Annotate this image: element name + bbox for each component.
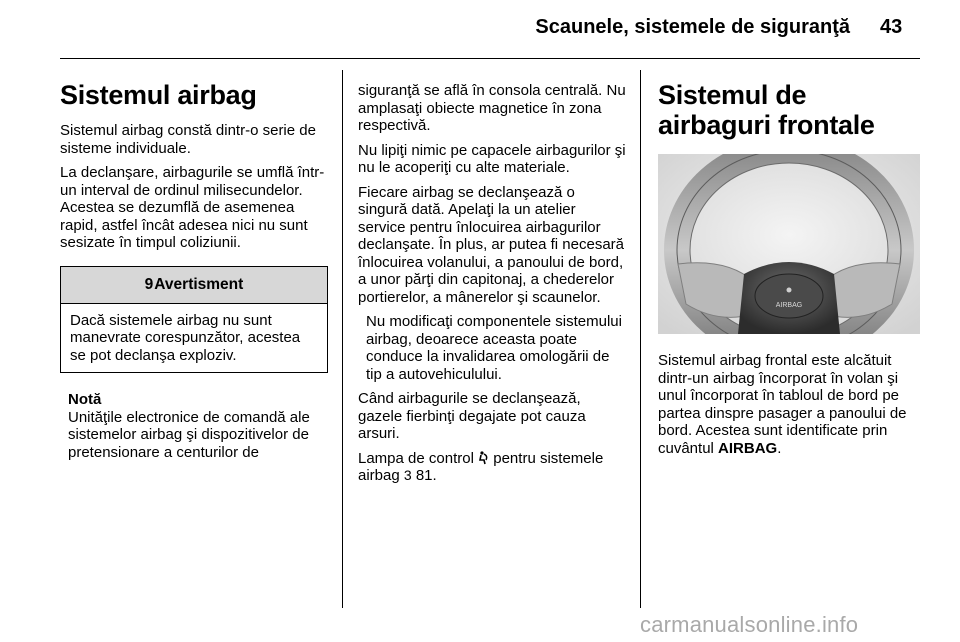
section-heading-airbag-system: Sistemul airbag <box>60 80 257 110</box>
page-number: 43 <box>880 16 903 38</box>
note-title: Notă <box>68 391 102 408</box>
paragraph: siguranţă se află în consola centrală. Nu amplasaţi obiecte magnetice în zona respectivă. <box>358 82 626 134</box>
note-text: Unităţile electronice de comandă ale sistemelor airbag şi dispozitivelor de pretensionare a centurilor de <box>68 408 310 461</box>
warning-text: Dacă sistemele airbag nu sunt manevrate corespunzător, acestea se pot declanşa exploziv. <box>70 311 301 364</box>
page-reference-link[interactable]: 81. <box>415 467 437 484</box>
airbag-warning-lamp-icon <box>478 450 493 467</box>
header-rule <box>60 58 920 59</box>
warning-title: Avertisment <box>154 275 244 293</box>
paragraph-indented: Nu modificaţi componentele sistemului airbag, deoarece aceasta poate conduce la invalidarea omologării de tip a autovehiculului. <box>366 313 622 383</box>
section-heading-front-airbags: Sistemul de airbaguri frontale <box>658 80 875 140</box>
column-divider-2 <box>640 70 641 608</box>
steering-wheel-image <box>658 154 920 334</box>
warning-triangle-icon: 9 <box>144 275 154 293</box>
watermark: carmanualsonline.info <box>640 612 859 637</box>
paragraph: Nu lipiţi nimic pe capacele airbagurilor şi nu le acoperiţi cu alte materiale. <box>358 141 626 176</box>
paragraph: Fiecare airbag se declanşează o singură dată. Apelaţi la un atelier service pentru înlocuirea airbagurilor declanşate. În plus, ar putea fi necesară înlocuirea volanului, a panoului de bord, a unor părţi din capitonaj, a chederelor portierelor, a mânerelor şi scaunelor. <box>358 183 625 306</box>
warning-header <box>61 267 327 304</box>
text-span: pentru sistemele airbag <box>358 449 604 484</box>
text-span: . <box>777 439 782 457</box>
paragraph: Când airbagurile se declanşează, gazele fierbinţi degajate pot cauza arsuri. <box>358 390 586 442</box>
column-1 <box>60 80 328 461</box>
text-span: Lampa de control <box>358 449 474 467</box>
paragraph-control-lamp <box>358 450 626 485</box>
airbag-keyword: AIRBAG <box>718 439 778 457</box>
column-3 <box>658 80 922 464</box>
column-divider-1 <box>342 70 343 608</box>
paragraph-frontal-airbag <box>658 352 922 457</box>
airbag-label: AIRBAG <box>775 302 803 309</box>
page-reference-icon: 3 <box>403 467 412 483</box>
warning-box <box>60 266 328 374</box>
paragraph: La declanşare, airbagurile se umflă într-un interval de ordinul milisecundelor. Acestea se dezumflă de asemenea rapid, astfel încât adesea nici nu sunt sesizate în timpul coliziunii. <box>60 164 325 251</box>
text-span: Sistemul airbag frontal este alcătuit dintr-un airbag încorporat în volan şi unul încorporat în tabloul de bord pe partea dinspre pasager a panoului de bord. Acestea sunt identificate prin cuvântul <box>658 352 907 457</box>
column-2 <box>358 80 626 492</box>
paragraph: Sistemul airbag constă dintr-o serie de sisteme individuale. <box>60 122 316 157</box>
note-block <box>60 391 328 461</box>
header-title: Scaunele, sistemele de siguranţă <box>535 16 850 38</box>
